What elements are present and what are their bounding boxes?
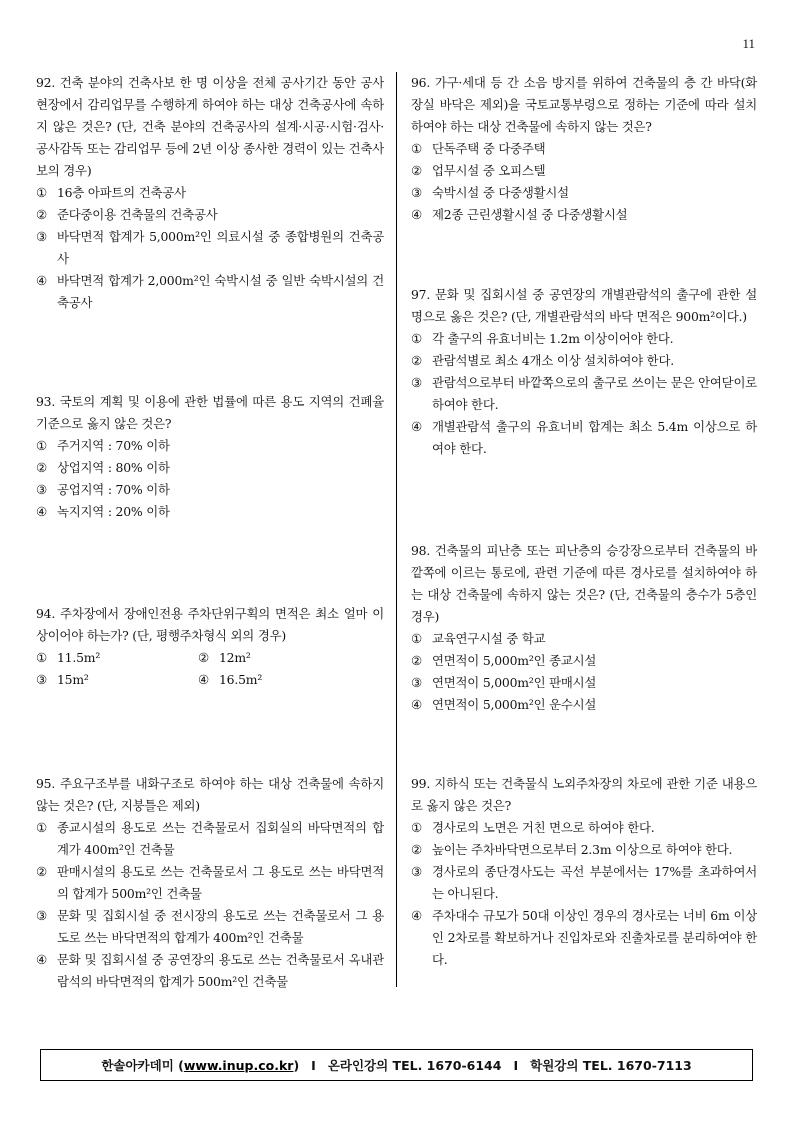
option-2[interactable]: [36, 204, 384, 226]
footer-separator: I: [513, 1057, 519, 1073]
option-3[interactable]: [36, 669, 198, 691]
option-3[interactable]: [411, 672, 757, 694]
option-text: 판매시설의 용도로 쓰는 건축물로서 그 용도로 쓰는 바닥면적의 합계가 500m²인 건축물: [57, 864, 384, 901]
question-stem: 97. 문화 및 집회시설 중 공연장의 개별관람석의 출구에 관한 설명으로 옳은 것은? (단, 개별관람석의 바닥 면적은 900m²이다.): [411, 287, 757, 324]
option-2[interactable]: [411, 160, 757, 182]
question-92: [36, 72, 384, 314]
option-4[interactable]: [198, 669, 360, 691]
option-1[interactable]: [36, 647, 198, 669]
option-text: 연면적이 5,000m²인 판매시설: [432, 675, 597, 690]
option-text: 연면적이 5,000m²인 종교시설: [432, 653, 597, 668]
option-number: ③: [411, 185, 422, 200]
option-number: ②: [36, 460, 47, 475]
academy-name: 한솔아카데미: [101, 1058, 174, 1073]
option-3[interactable]: [36, 905, 384, 949]
option-text: 16층 아파트의 건축공사: [57, 185, 186, 200]
question-96: [411, 72, 757, 226]
option-number: ②: [198, 650, 209, 665]
option-text: 상업지역 : 80% 이하: [57, 460, 170, 475]
question-stem: 95. 주요구조부를 내화구조로 하여야 하는 대상 건축물에 속하지 않는 것은? (단, 지붕틀은 제외): [36, 776, 384, 813]
option-number: ②: [411, 353, 422, 368]
option-3[interactable]: [411, 372, 757, 416]
option-text: 경사로의 종단경사도는 곡선 부분에서는 17%를 초과하여서는 아니된다.: [432, 864, 757, 901]
question-stem: 93. 국토의 계획 및 이용에 관한 법률에 따른 용도 지역의 건폐율 기준으로 옳지 않은 것은?: [36, 394, 384, 431]
option-2[interactable]: [36, 457, 384, 479]
option-number: ④: [36, 504, 47, 519]
option-number: ①: [411, 631, 422, 646]
option-number: ④: [411, 908, 422, 923]
option-4[interactable]: [411, 204, 757, 226]
option-text: 관람석으로부터 바깥쪽으로의 출구로 쓰이는 문은 안여닫이로 하여야 한다.: [432, 375, 757, 412]
option-number: ④: [411, 419, 422, 434]
question-95: [36, 773, 384, 993]
option-text: 바닥면적 합계가 5,000m²인 의료시설 중 종합병원의 건축공사: [57, 229, 384, 266]
question-97: [411, 284, 757, 460]
option-text: 문화 및 집회시설 중 전시장의 용도로 쓰는 건축물로서 그 용도로 쓰는 바닥면적의 합계가 400m²인 건축물: [57, 908, 384, 945]
option-text: 바닥면적 합계가 2,000m²인 숙박시설 중 일반 숙박시설의 건축공사: [57, 273, 384, 310]
option-2[interactable]: [411, 350, 757, 372]
question-stem: 92. 건축 분야의 건축사보 한 명 이상을 전체 공사기간 동안 공사현장에서 감리업무를 수행하게 하여야 하는 대상 건축공사에 속하지 않은 것은? (단, 건축 분야의 건축공사의 설계·시공·시험·검사·공사감독 또는 감리업무 등에 2년 이상 종사한 경력이 있는 건축사보의 경우): [36, 75, 384, 178]
option-text: 16.5m²: [219, 672, 263, 687]
option-4[interactable]: [411, 905, 757, 971]
option-text: 종교시설의 용도로 쓰는 건축물로서 집회실의 바닥면적의 합계가 400m²인 건축물: [57, 820, 384, 857]
option-1[interactable]: [36, 817, 384, 861]
option-number: ③: [36, 229, 47, 244]
option-4[interactable]: [36, 949, 384, 993]
option-text: 경사로의 노면은 거친 면으로 하여야 한다.: [432, 820, 655, 835]
option-text: 녹지지역 : 20% 이하: [57, 504, 170, 519]
option-2[interactable]: [198, 647, 360, 669]
option-number: ③: [411, 864, 422, 879]
option-text: 주차대수 규모가 50대 이상인 경우의 경사로는 너비 6m 이상인 2차로를 확보하거나 진입차로와 진출차로를 분리하여야 한다.: [432, 908, 757, 967]
option-number: ④: [198, 672, 209, 687]
question-stem: 96. 가구·세대 등 간 소음 방지를 위하여 건축물의 층 간 바닥(화장실 바닥은 제외)을 국토교통부령으로 정하는 기준에 따라 설치하여야 하는 대상 건축물에 속하지 않는 것은?: [411, 75, 757, 134]
option-3[interactable]: [36, 226, 384, 270]
option-text: 공업지역 : 70% 이하: [57, 482, 170, 497]
question-stem: 99. 지하식 또는 건축물식 노외주차장의 차로에 관한 기준 내용으로 옳지 않은 것은?: [411, 776, 757, 813]
option-text: 높이는 주차바닥면으로부터 2.3m 이상으로 하여야 한다.: [432, 842, 733, 857]
question-99: [411, 773, 757, 971]
option-number: ②: [411, 163, 422, 178]
option-4[interactable]: [36, 270, 384, 314]
option-1[interactable]: [36, 182, 384, 204]
url-open-paren: (: [178, 1057, 184, 1073]
option-1[interactable]: [411, 138, 757, 160]
option-number: ②: [36, 207, 47, 222]
option-text: 업무시설 중 오피스텔: [432, 163, 546, 178]
option-number: ③: [411, 375, 422, 390]
option-number: ①: [36, 185, 47, 200]
option-number: ③: [411, 675, 422, 690]
option-text: 11.5m²: [57, 650, 101, 665]
option-number: ④: [36, 273, 47, 288]
option-text: 교육연구시설 중 학교: [432, 631, 546, 646]
option-1[interactable]: [411, 628, 757, 650]
footer-banner: [40, 1049, 753, 1081]
footer-separator: I: [311, 1057, 316, 1073]
option-3[interactable]: [411, 182, 757, 204]
option-number: ④: [36, 952, 47, 967]
option-number: ①: [36, 650, 47, 665]
option-text: 15m²: [57, 672, 89, 687]
option-number: ②: [411, 842, 422, 857]
option-number: ③: [36, 672, 47, 687]
option-text: 단독주택 중 다중주택: [432, 141, 546, 156]
page-number: 11: [742, 36, 755, 51]
option-number: ①: [411, 820, 422, 835]
option-grid: [36, 647, 384, 691]
question-stem: 94. 주차장에서 장애인전용 주차단위구획의 면적은 최소 얼마 이상이어야 하는가? (단, 평행주차형식 외의 경우): [36, 606, 384, 643]
option-4[interactable]: [411, 694, 757, 716]
option-number: ①: [36, 438, 47, 453]
question-94: [36, 603, 384, 691]
question-93: [36, 391, 384, 523]
option-text: 연면적이 5,000m²인 운수시설: [432, 697, 597, 712]
option-text: 준다중이용 건축물의 건축공사: [57, 207, 218, 222]
option-number: ①: [411, 331, 422, 346]
question-stem: 98. 건축물의 피난층 또는 피난층의 승강장으로부터 건축물의 바깥쪽에 이르는 통로에, 관련 기준에 따른 경사로를 설치하여야 하는 대상 건축물에 속하지 않는 것은? (단, 건축물의 층수가 5층인 경우): [411, 543, 757, 624]
option-number: ③: [36, 908, 47, 923]
option-number: ①: [36, 820, 47, 835]
option-text: 각 출구의 유효너비는 1.2m 이상이어야 한다.: [432, 331, 674, 346]
option-text: 주거지역 : 70% 이하: [57, 438, 170, 453]
option-3[interactable]: [36, 479, 384, 501]
url-close-paren: ): [293, 1057, 300, 1073]
column-divider: [396, 72, 397, 987]
option-text: 12m²: [219, 650, 251, 665]
option-4[interactable]: [411, 416, 757, 460]
option-number: ②: [36, 864, 47, 879]
option-4[interactable]: [36, 501, 384, 523]
option-number: ①: [411, 141, 422, 156]
option-number: ④: [411, 697, 422, 712]
online-lecture-phone: 온라인강의 TEL. 1670-6144: [327, 1058, 502, 1073]
option-1[interactable]: [36, 435, 384, 457]
option-number: ④: [411, 207, 422, 222]
option-2[interactable]: [411, 839, 757, 861]
option-1[interactable]: [411, 328, 757, 350]
option-text: 관람석별로 최소 4개소 이상 설치하여야 한다.: [432, 353, 674, 368]
option-number: ②: [411, 653, 422, 668]
option-1[interactable]: [411, 817, 757, 839]
academy-lecture-phone: 학원강의 TEL. 1670-7113: [530, 1058, 692, 1073]
option-2[interactable]: [36, 861, 384, 905]
option-number: ③: [36, 482, 47, 497]
academy-website-link[interactable]: www.inup.co.kr: [183, 1057, 294, 1073]
option-text: 숙박시설 중 다중생활시설: [432, 185, 569, 200]
option-3[interactable]: [411, 861, 757, 905]
question-98: [411, 540, 757, 716]
option-text: 개별관람석 출구의 유효너비 합계는 최소 5.4m 이상으로 하여야 한다.: [432, 419, 757, 456]
option-text: 문화 및 집회시설 중 공연장의 용도로 쓰는 건축물로서 옥내관람석의 바닥면적의 합계가 500m²인 건축물: [57, 952, 384, 989]
option-text: 제2종 근린생활시설 중 다중생활시설: [432, 207, 628, 222]
option-2[interactable]: [411, 650, 757, 672]
